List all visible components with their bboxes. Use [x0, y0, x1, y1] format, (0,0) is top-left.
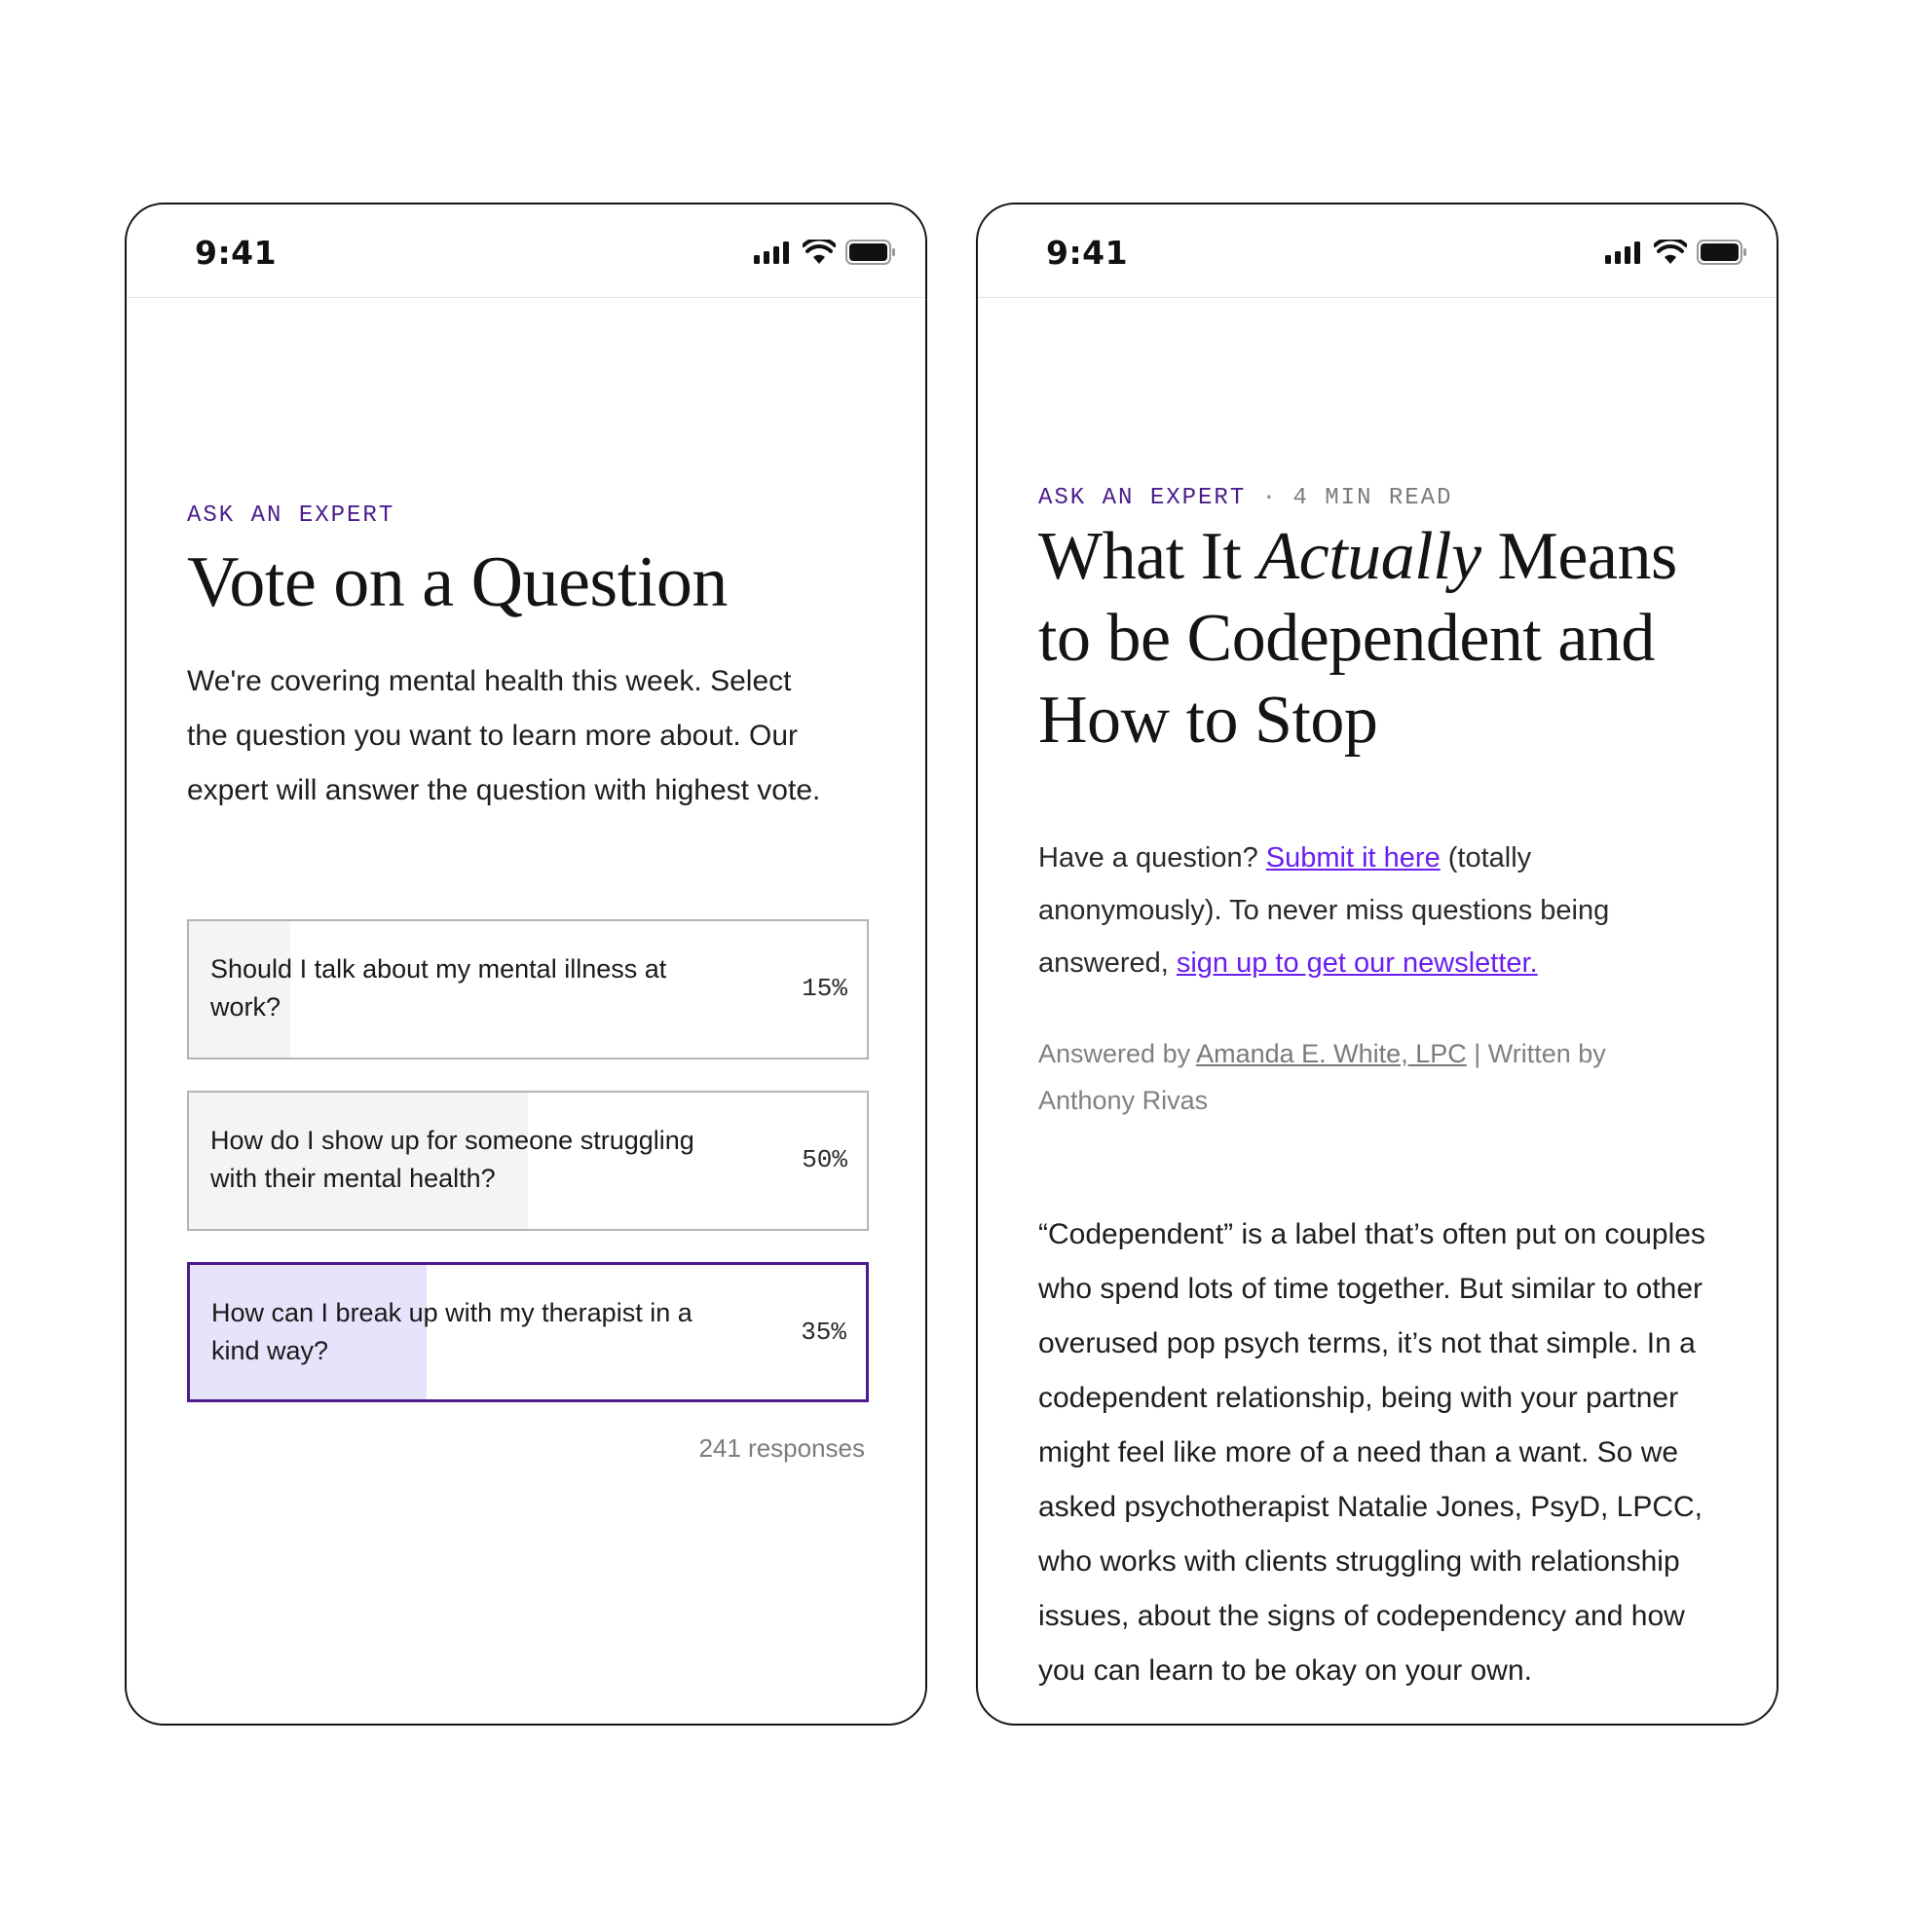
status-icons — [754, 240, 896, 265]
poll-option-question: Should I talk about my mental illness at work? — [210, 954, 667, 1022]
expert-author-link[interactable]: Amanda E. White, LPC — [1196, 1039, 1467, 1068]
poll-option-percent: 35% — [801, 1318, 846, 1347]
poll-option-question: How do I show up for someone struggling with their mental health? — [210, 1126, 694, 1193]
status-bar — [127, 204, 925, 298]
battery-icon — [845, 240, 896, 265]
wifi-icon — [1654, 240, 1687, 265]
status-time: 9:41 — [1046, 234, 1129, 272]
status-icons — [1605, 240, 1747, 265]
article-category: ASK AN EXPERT — [1038, 485, 1247, 511]
prompt-text: (totally anonymously). To never miss questions being answered, — [1038, 842, 1610, 979]
poll-response-count: 241 responses — [698, 1433, 865, 1463]
wifi-icon — [803, 240, 836, 265]
kicker-separator: · — [1261, 485, 1278, 511]
prompt-text: Have a question? — [1038, 842, 1266, 873]
signal-icon — [754, 241, 793, 264]
poll-option[interactable] — [187, 919, 869, 1059]
poll-kicker: ASK AN EXPERT — [187, 502, 395, 529]
battery-icon — [1697, 240, 1747, 265]
poll-intro: We're covering mental health this week. Select the question you want to learn more about. Our expert will answer the question with highest vote. — [187, 665, 821, 806]
submit-question-link[interactable]: Submit it here — [1265, 842, 1441, 873]
byline-suffix: | Written by Anthony Rivas — [1038, 1039, 1606, 1115]
article-phone-frame — [976, 203, 1778, 1726]
poll-phone-frame — [125, 203, 927, 1726]
status-time: 9:41 — [195, 234, 278, 272]
article-title-part1: What It — [1038, 519, 1258, 594]
poll-title: Vote on a Question — [187, 542, 728, 622]
poll-option-percent: 50% — [802, 1145, 847, 1174]
submit-question-prompt — [1038, 832, 1710, 989]
article-byline — [1038, 1030, 1701, 1124]
poll-option-selected[interactable] — [187, 1262, 869, 1402]
article-kicker — [1038, 485, 1452, 511]
article-title — [1038, 516, 1720, 762]
signal-icon — [1605, 241, 1644, 264]
read-time: 4 MIN READ — [1292, 485, 1453, 511]
byline-prefix: Answered by — [1038, 1039, 1197, 1068]
article-title-italic: Actually — [1257, 519, 1481, 594]
poll-option-percent: 15% — [802, 974, 847, 1003]
poll-option[interactable] — [187, 1091, 869, 1231]
newsletter-signup-link[interactable]: sign up to get our newsletter. — [1176, 947, 1538, 979]
article-title-part2: Means to be Codependent and How to Stop — [1038, 519, 1677, 758]
poll-option-question: How can I break up with my therapist in a kind way? — [211, 1298, 692, 1365]
status-bar — [978, 204, 1777, 298]
article-body: “Codependent” is a label that’s often put on couples who spend lots of time together. But similar to other overused pop psych terms, it’s not that simple. In a codependent relationship, being with your partner might feel like more of a need than a want. So we asked psychotherapist Natalie Jones, PsyD, LPCC, who works with clients struggling with relationship issues, about the signs of codependency and how you can learn to be okay on your own. — [1038, 1218, 1705, 1687]
